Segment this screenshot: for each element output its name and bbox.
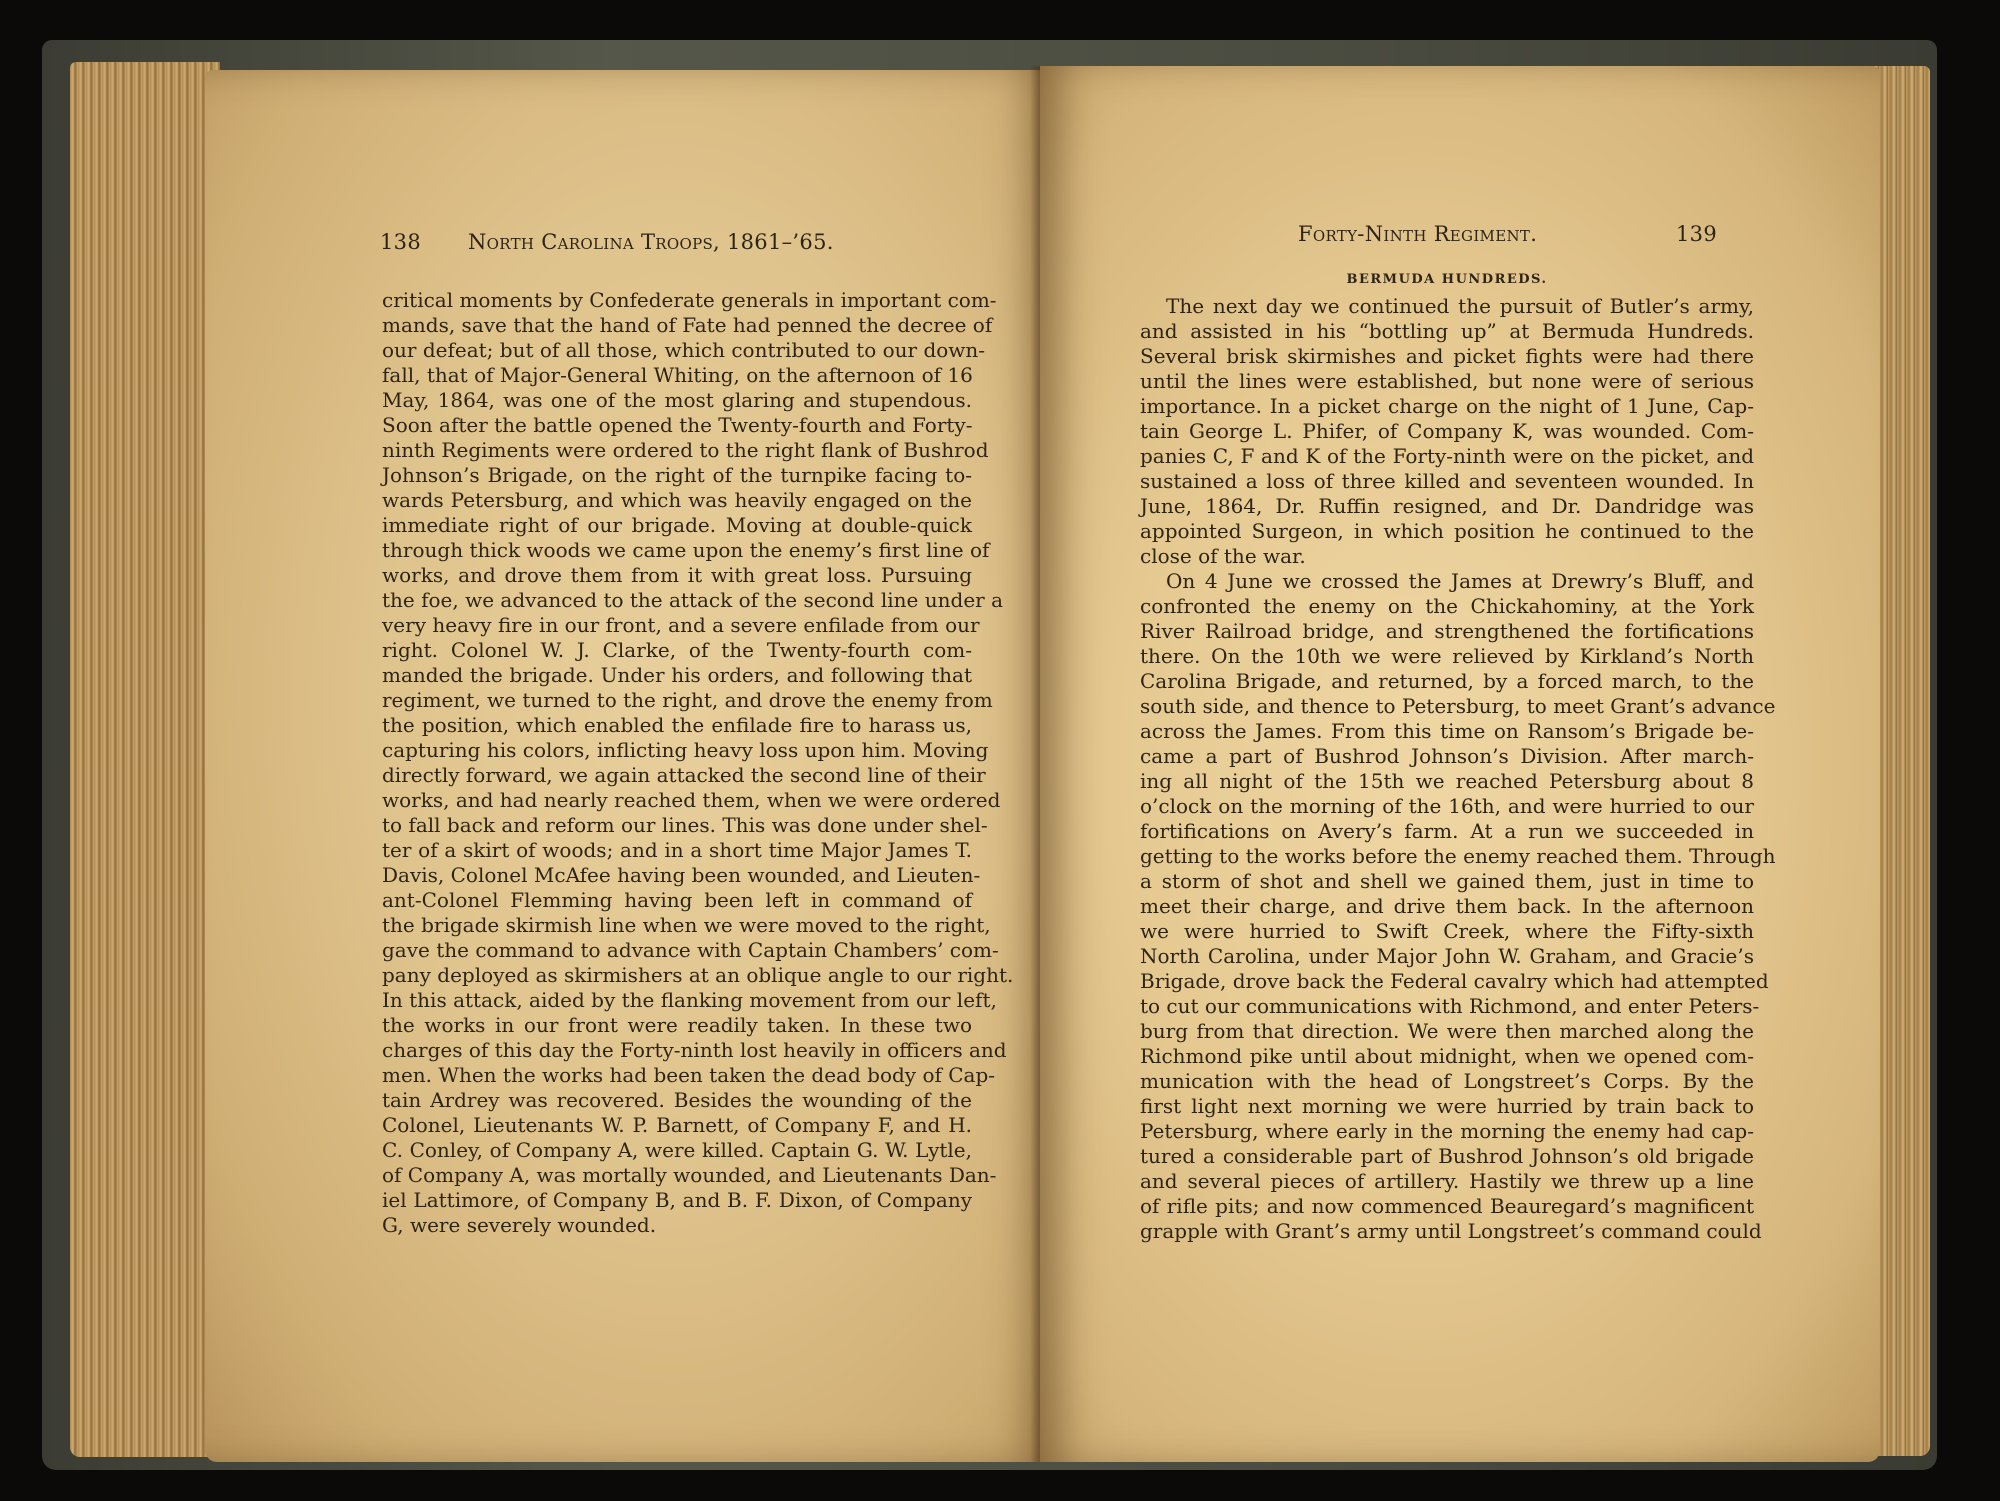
text-line: o’clock on the morning of the 16th, and were hurried to our [1140,794,1754,818]
text-line: C. Conley, of Company A, were killed. Captain G. W. Lytle, [382,1138,972,1162]
text-line: Soon after the battle opened the Twenty-fourth and Forty- [382,413,973,437]
text-line: fall, that of Major-General Whiting, on the afternoon of 16 [382,363,973,387]
text-line: critical moments by Confederate generals in important com- [382,288,997,312]
text-line: G, were severely wounded. [382,1213,657,1237]
text-line: importance. In a picket charge on the night of 1 June, Cap- [1140,394,1754,418]
text-line: North Carolina, under Major John W. Graham, and Gracie’s [1140,944,1754,968]
left-body-text [382,288,1014,1238]
text-line: immediate right of our brigade. Moving at double-quick [382,513,972,537]
left-page [205,70,1050,1462]
text-line: tain George L. Phifer, of Company K, was wounded. Com- [1140,419,1754,443]
text-line: there. On the 10th we were relieved by Kirkland’s North [1140,644,1754,668]
text-line: directly forward, we again attacked the second line of their [382,763,986,787]
text-line: wards Petersburg, and which was heavily engaged on the [382,488,972,512]
text-line: gave the command to advance with Captain Chambers’ com- [382,938,999,962]
right-running-head: Forty-Ninth Regiment. [1298,222,1538,246]
text-line: confronted the enemy on the Chickahominy, at the York [1140,594,1754,618]
text-line: south side, and thence to Petersburg, to meet Grant’s advance [1140,694,1776,718]
text-line: Carolina Brigade, and returned, by a forced march, to the [1140,669,1754,693]
text-line: and assisted in his “bottling up” at Bermuda Hundreds. [1140,319,1754,343]
right-page-number: 139 [1676,222,1717,246]
text-line: meet their charge, and drive them back. In the afternoon [1140,894,1754,918]
text-line: capturing his colors, inflicting heavy loss upon him. Moving [382,738,989,762]
text-line: across the James. From this time on Ransom’s Brigade be- [1140,719,1754,743]
text-line: close of the war. [1140,544,1306,568]
text-line: June, 1864, Dr. Ruffin resigned, and Dr. Dandridge was [1140,494,1754,518]
text-line: munication with the head of Longstreet’s Corps. By the [1140,1069,1754,1093]
text-line: tured a considerable part of Bushrod Johnson’s old brigade [1140,1144,1754,1168]
text-line: sustained a loss of three killed and seventeen wounded. In [1140,469,1754,493]
text-line: we were hurried to Swift Creek, where the Fifty-sixth [1140,919,1754,943]
right-page [1040,66,1880,1462]
text-line: men. When the works had been taken the dead body of Cap- [382,1063,996,1087]
text-line: getting to the works before the enemy reached them. Through [1140,844,1776,868]
left-page-number: 138 [380,230,421,254]
text-line: ninth Regiments were ordered to the right flank of Bushrod [382,438,989,462]
text-line: a storm of shot and shell we gained them, just in time to [1140,869,1754,893]
text-line: through thick woods we came upon the enemy’s first line of [382,538,990,562]
text-line: ant-Colonel Flemming having been left in command of [382,888,972,912]
text-line: ing all night of the 15th we reached Petersburg about 8 [1140,769,1754,793]
text-line: Davis, Colonel McAfee having been wounded, and Lieuten- [382,863,981,887]
text-line: May, 1864, was one of the most glaring and stupendous. [382,388,972,412]
text-line: Richmond pike until about midnight, when we opened com- [1140,1044,1754,1068]
text-line: Colonel, Lieutenants W. P. Barnett, of Company F, and H. [382,1113,972,1137]
text-line: burg from that direction. We were then marched along the [1140,1019,1754,1043]
text-line: ter of a skirt of woods; and in a short time Major James T. [382,838,972,862]
text-line: to cut our communications with Richmond, and enter Peters- [1140,994,1760,1018]
text-line: appointed Surgeon, in which position he continued to the [1140,519,1754,543]
text-line: came a part of Bushrod Johnson’s Division. After march- [1140,744,1754,768]
text-line: grapple with Grant’s army until Longstreet’s command could [1140,1219,1762,1243]
text-line: the brigade skirmish line when we were moved to the right, [382,913,991,937]
text-line: mands, save that the hand of Fate had penned the decree of [382,313,993,337]
text-line: our defeat; but of all those, which contributed to our down- [382,338,986,362]
text-line: the foe, we advanced to the attack of the second line under a [382,588,1003,612]
text-line: Brigade, drove back the Federal cavalry which had attempted [1140,969,1769,993]
text-line: first light next morning we were hurried by train back to [1140,1094,1754,1118]
text-line: of Company A, was mortally wounded, and Lieutenants Dan- [382,1163,997,1187]
text-line: of rifle pits; and now commenced Beauregard’s magnificent [1140,1194,1754,1218]
text-line: until the lines were established, but none were of serious [1140,369,1754,393]
text-line: The next day we continued the pursuit of Butler’s army, [1166,294,1754,318]
text-line: regiment, we turned to the right, and drove the enemy from [382,688,993,712]
text-line: charges of this day the Forty-ninth lost heavily in officers and [382,1038,1007,1062]
text-line: Johnson’s Brigade, on the right of the turnpike facing to- [382,463,972,487]
text-line: works, and drove them from it with great loss. Pursuing [382,563,972,587]
text-line: iel Lattimore, of Company B, and B. F. Dixon, of Company [382,1188,972,1212]
text-line: right. Colonel W. J. Clarke, of the Twenty-fourth com- [382,638,972,662]
text-line: On 4 June we crossed the James at Drewry’s Bluff, and [1166,569,1754,593]
left-page-edges [70,62,220,1457]
text-line: Several brisk skirmishes and picket fights were had there [1140,344,1754,368]
text-line: works, and had nearly reached them, when we were ordered [382,788,1001,812]
text-line: manded the brigade. Under his orders, and following that [382,663,972,687]
text-line: In this attack, aided by the flanking movement from our left, [382,988,997,1012]
text-line: fortifications on Avery’s farm. At a run we succeeded in [1140,819,1754,843]
text-line: tain Ardrey was recovered. Besides the wounding of the [382,1088,972,1112]
right-body-text [1140,266,1776,1244]
text-line: very heavy fire in our front, and a severe enfilade from our [382,613,980,637]
text-line: pany deployed as skirmishers at an oblique angle to our right. [382,963,1014,987]
text-line: panies C, F and K of the Forty-ninth were on the picket, and [1140,444,1754,468]
text-line: Petersburg, where early in the morning the enemy had cap- [1140,1119,1754,1143]
text-line: River Railroad bridge, and strengthened the fortifications [1140,619,1754,643]
text-line: and several pieces of artillery. Hastily we threw up a line [1140,1169,1754,1193]
section-title: BERMUDA HUNDREDS. [1346,272,1548,287]
text-line: the position, which enabled the enfilade fire to harass us, [382,713,972,737]
text-line: the works in our front were readily taken. In these two [382,1013,972,1037]
text-line: to fall back and reform our lines. This was done under shel- [382,813,988,837]
left-running-head: North Carolina Troops, 1861–’65. [468,230,834,254]
